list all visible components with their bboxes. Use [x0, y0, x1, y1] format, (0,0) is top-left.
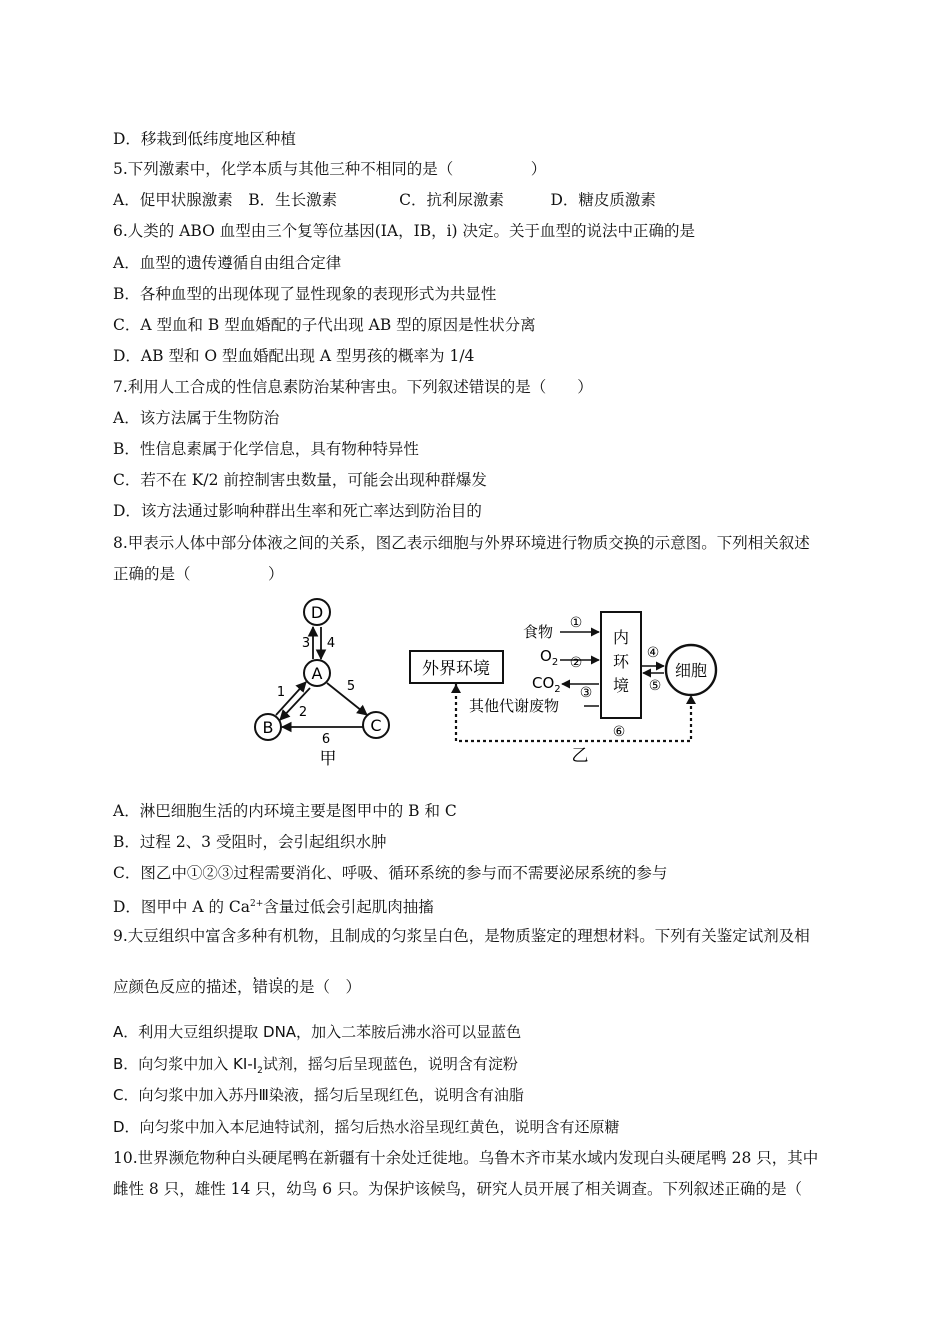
- step-3: ③: [579, 685, 593, 701]
- label-1: 1: [276, 685, 286, 700]
- q8-option-b: B．过程 2、3 受阻时，会引起组织水肿: [113, 833, 387, 851]
- svg-text:境: 境: [612, 676, 630, 695]
- caption-yi: 乙: [571, 746, 589, 766]
- q8-option-c: C．图乙中①②③过程需要消化、呼吸、循环系统的参与而不需要泌尿系统的参与: [113, 864, 668, 882]
- question-5-options: A．促甲状腺激素 B．生长激素 C．抗利尿激素 D．糖皮质激素: [113, 191, 656, 209]
- q8-option-a: A．淋巴细胞生活的内环境主要是图甲中的 B 和 C: [113, 802, 457, 820]
- q6-option-d: D．AB 型和 O 型血婚配出现 A 型男孩的概率为 1/4: [113, 347, 475, 365]
- question-5: 5.下列激素中，化学本质与其他三种不相同的是（ ）: [113, 160, 547, 178]
- q9-option-b: B．向匀浆中加入 $KI-I_2$试剂，摇匀后呈现蓝色，说明含有淀粉: [113, 1055, 518, 1076]
- svg-text:细胞: 细胞: [674, 661, 708, 680]
- svg-text:B: B: [262, 718, 274, 737]
- svg-text:A: A: [311, 664, 323, 683]
- internal-environment-box: [601, 612, 641, 718]
- svg-text:外界环境: 外界环境: [422, 659, 490, 679]
- label-4: 4: [326, 636, 336, 651]
- q4-option-d: D．移栽到低纬度地区种植: [113, 130, 296, 148]
- q6-option-a: A．血型的遗传遵循自由组合定律: [113, 254, 342, 272]
- q7-option-b: B．性信息素属于化学信息，具有物种特异性: [113, 440, 419, 458]
- q8-option-d: D．图甲中 A 的 $Ca^{2+}$含量过低会引起肌肉抽搐: [113, 898, 434, 917]
- label-6: 6: [321, 732, 331, 747]
- svg-text:D: D: [310, 603, 324, 622]
- q6-option-c: C．A 型血和 B 型血婚配的子代出现 AB 型的原因是性状分离: [113, 316, 536, 334]
- step-5: ⑤: [648, 678, 662, 694]
- waste-label: 其他代谢废物: [469, 697, 560, 715]
- q9-option-d: D．向匀浆中加入本尼迪特试剂，摇匀后热水浴呈现红黄色，说明含有还原糖: [113, 1118, 620, 1136]
- step-1: ①: [569, 615, 583, 631]
- question-10-line-1: 10.世界濒危物种白头硬尾鸭在新疆有十余处迁徙地。乌鲁木齐市某水域内发现白头硬尾鸭 28 只，其中: [113, 1149, 819, 1167]
- co2-label: $CO_2$: [532, 674, 561, 695]
- question-8-line-2: 正确的是（ ）: [113, 565, 284, 583]
- cell-circle: [666, 645, 716, 695]
- label-3: 3: [301, 636, 311, 651]
- node-d: [304, 599, 330, 625]
- q9-option-a: A．利用大豆组织提取 DNA，加入二苯胺后沸水浴可以显蓝色: [113, 1023, 522, 1041]
- emphasis-dots: . .: [252, 967, 287, 983]
- label-2: 2: [298, 705, 308, 720]
- q9-option-c: C．向匀浆中加入苏丹Ⅲ染液，摇匀后呈现红色，说明含有油脂: [113, 1086, 524, 1104]
- node-a: [304, 660, 330, 686]
- dashed-arrowhead-right: [686, 695, 696, 704]
- step-2: ②: [569, 655, 583, 671]
- emphasis-word: 错误: [252, 978, 284, 996]
- question-7: 7.利用人工合成的性信息素防治某种害虫。下列叙述错误的是（ ）: [113, 378, 593, 396]
- question-9-line-1: 9.大豆组织中富含多种有机物，且制成的匀浆呈白色，是物质鉴定的理想材料。下列有关鉴定试剂及相: [113, 927, 810, 945]
- question-8-line-1: 8.甲表示人体中部分体液之间的关系，图乙表示细胞与外界环境进行物质交换的示意图。下列相关叙述: [113, 534, 810, 552]
- outer-environment-box: [410, 651, 503, 683]
- food-label: 食物: [523, 623, 554, 641]
- question-10-line-2: 雌性 8 只，雄性 14 只，幼鸟 6 只。为保护该候鸟，研究人员开展了相关调查。下列叙述正确的是（: [113, 1180, 803, 1198]
- figure-jia: [248, 596, 408, 772]
- question-9-line-2: 应颜色反应的描述， . . 错误的是（ ）: [113, 967, 362, 996]
- figure-yi: [405, 604, 735, 772]
- step-4: ④: [646, 645, 660, 661]
- node-b: [255, 714, 281, 740]
- q7-option-c: C．若不在 K/2 前控制害虫数量，可能会出现种群爆发: [113, 471, 487, 489]
- question-6: 6.人类的 ABO 血型由三个复等位基因(IA，IB，i) 决定。关于血型的说法中正确的是: [113, 222, 696, 240]
- step-6: ⑥: [612, 724, 626, 740]
- svg-text:C: C: [370, 716, 382, 735]
- q6-option-b: B．各种血型的出现体现了显性现象的表现形式为共显性: [113, 285, 497, 303]
- caption-jia: 甲: [319, 749, 337, 769]
- dashed-arrowhead-left: [451, 684, 461, 693]
- q7-option-d: D．该方法通过影响种群出生率和死亡率达到防治目的: [113, 502, 482, 520]
- label-5: 5: [346, 679, 356, 694]
- svg-text:环: 环: [612, 652, 630, 671]
- o2-label: $O_2$: [540, 647, 559, 668]
- svg-text:内: 内: [612, 628, 630, 647]
- node-c: [363, 712, 389, 738]
- q7-option-a: A．该方法属于生物防治: [113, 409, 280, 427]
